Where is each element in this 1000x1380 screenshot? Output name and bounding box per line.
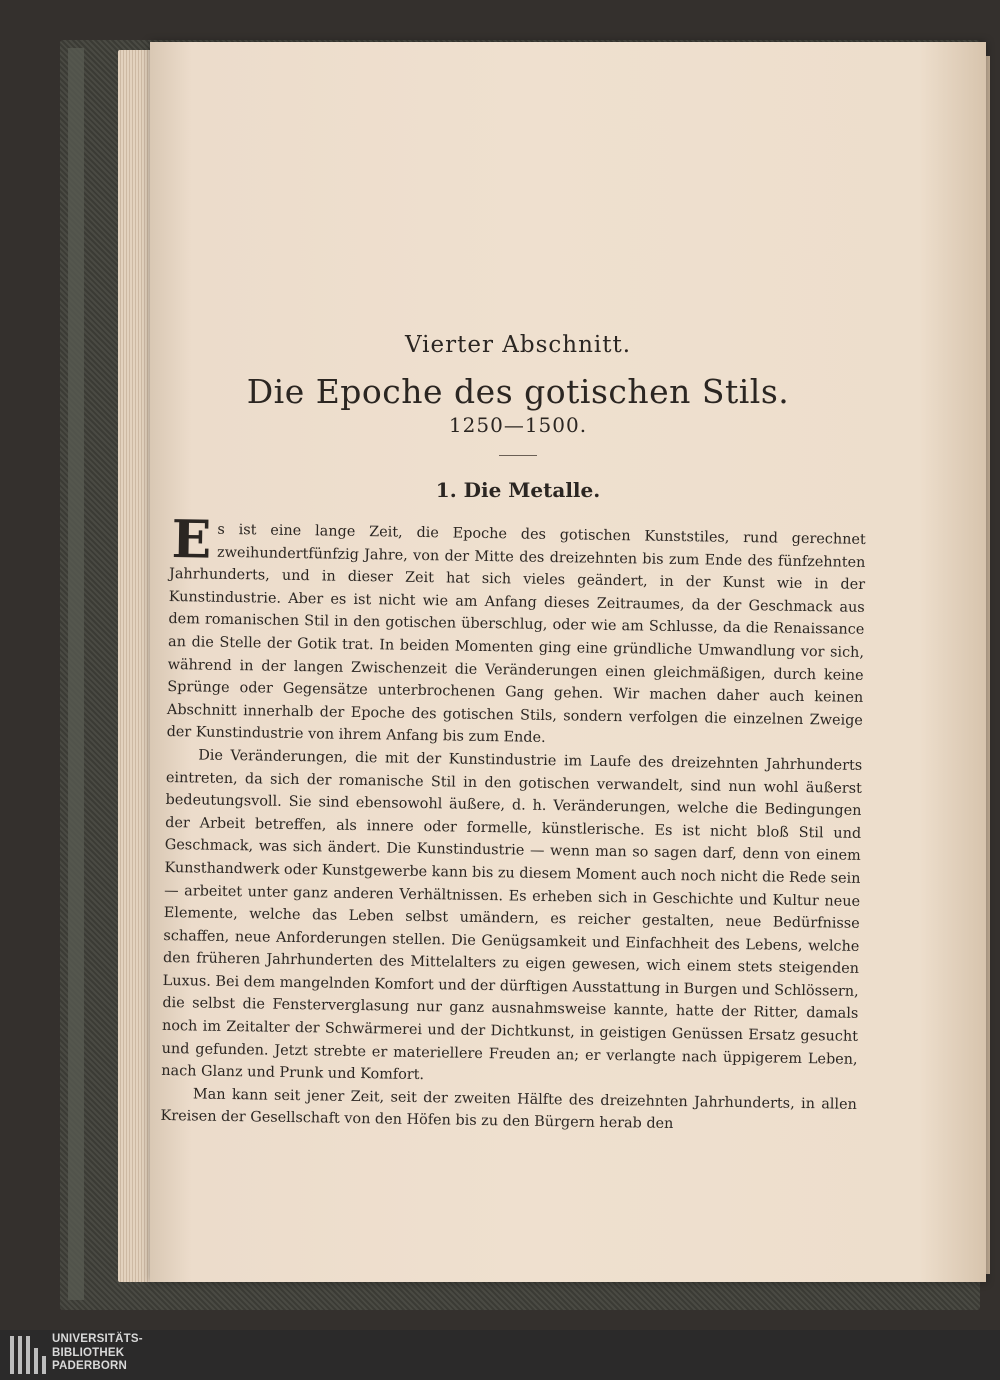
dropcap-letter: E [171, 509, 212, 571]
library-logo-icon [10, 1336, 46, 1374]
library-name-line3: PADERBORN [52, 1360, 128, 1372]
paragraph-1 [166, 509, 866, 755]
body-text [160, 509, 866, 1139]
paragraph-2: Die Veränderungen, die mit der Kunstindustrie im Laufe des dreizehnten Jahrhunderts eintreten, da sich der romanische Stil in den gotischen verwandelt, sind nun wohl äußerst bedeutungsvoll. Sie sind ebensowohl äußere, d. h. Veränderungen, welche die Bedingungen der Arbeit betreffen, als innere oder formelle, künstlerische. Es ist nicht bloß Stil und Geschmack, was sich ändert. Die Kunstindustrie — wenn man so sagen darf, denn von einem Kunsthandwerk oder Kunstgewerbe kann bis zu diesem Moment auch noch nicht die Rede sein — arbeitet unter ganz anderen Verhältnissen. Es erheben sich in Geschichte und Kultur neue Elemente, welche das Leben selbst umändern, es reicher gestalten, neue Bedürfnisse schaffen, neue Anforderungen stellen. Die Genügsamkeit und Einfachheit des Lebens, welche den früheren Jahrhunderten des Mittelalters zu eigen gewesen, wich einem stets steigenden Luxus. Bei dem mangelnden Komfort und der dürftigen Ausstattung in Burgen und Schlössern, die selbst die Fensterverglasung nur ganz ausnahmsweise kannte, hatte der Ritter, damals noch im Zeitalter der Schwärmerei und der Dichtkunst, in geistigen Genüssen Ersatz gesucht und gefunden. Jetzt strebte er materiellere Freuden an; er verlangte nach üppigerem Leben, nach Glanz und Prunk und Komfort. [161, 747, 863, 1084]
library-name [52, 1333, 143, 1374]
chapter-years: 1250—1500. [448, 413, 588, 437]
library-name-line1: UNIVERSITÄTS- [52, 1333, 143, 1345]
chapter-title: Die Epoche des gotischen Stils. [246, 372, 790, 411]
library-footer [0, 1330, 1000, 1380]
cover-spine-strip [68, 48, 84, 1300]
paragraph-1-text: s ist eine lange Zeit, die Epoche des gotischen Kunststiles, rund gerechnet zweihundertfünfzig Jahre, von der Mitte des dreizehnten bis zum Ende des fünfzehnten Jahrhunderts, und in dieser Zeit hat sich vieles geändert, in der Kunst wie in der Kunstindustrie. Aber es ist nicht wie am Anfang dieses Zeitraumes, da der Geschmack aus dem romanischen Stil in den gotischen überschlug, oder wie am Schlusse, da die Renaissance an die Stelle der Gotik trat. In beiden Momenten ging eine gründliche Umwandlung vor sich, während in der langen Zwischenzeit die Veränderungen einen gleichmäßigen, durch keine Sprünge oder Gegensätze unterbrochenen Gang gehen. Wir machen daher auch keinen Abschnitt innerhalb der Epoche des gotischen Stils, sondern verfolgen die einzelnen Zweige der Kunstindustrie von ihrem Anfang bis zum Ende. [166, 521, 866, 747]
section-heading: 1. Die Metalle. [435, 478, 601, 502]
library-name-line2: BIBLIOTHEK [52, 1346, 125, 1359]
page-text [160, 278, 866, 1133]
paragraph-3: Man kann seit jener Zeit, seit der zweiten Hälfte des dreizehnten Jahrhunderts, in allen Kreisen der Gesellschaft von den Höfen bis zu den Bürgern herab den [160, 1086, 857, 1133]
title-divider [499, 455, 537, 456]
section-label: Vierter Abschnitt. [404, 332, 632, 358]
